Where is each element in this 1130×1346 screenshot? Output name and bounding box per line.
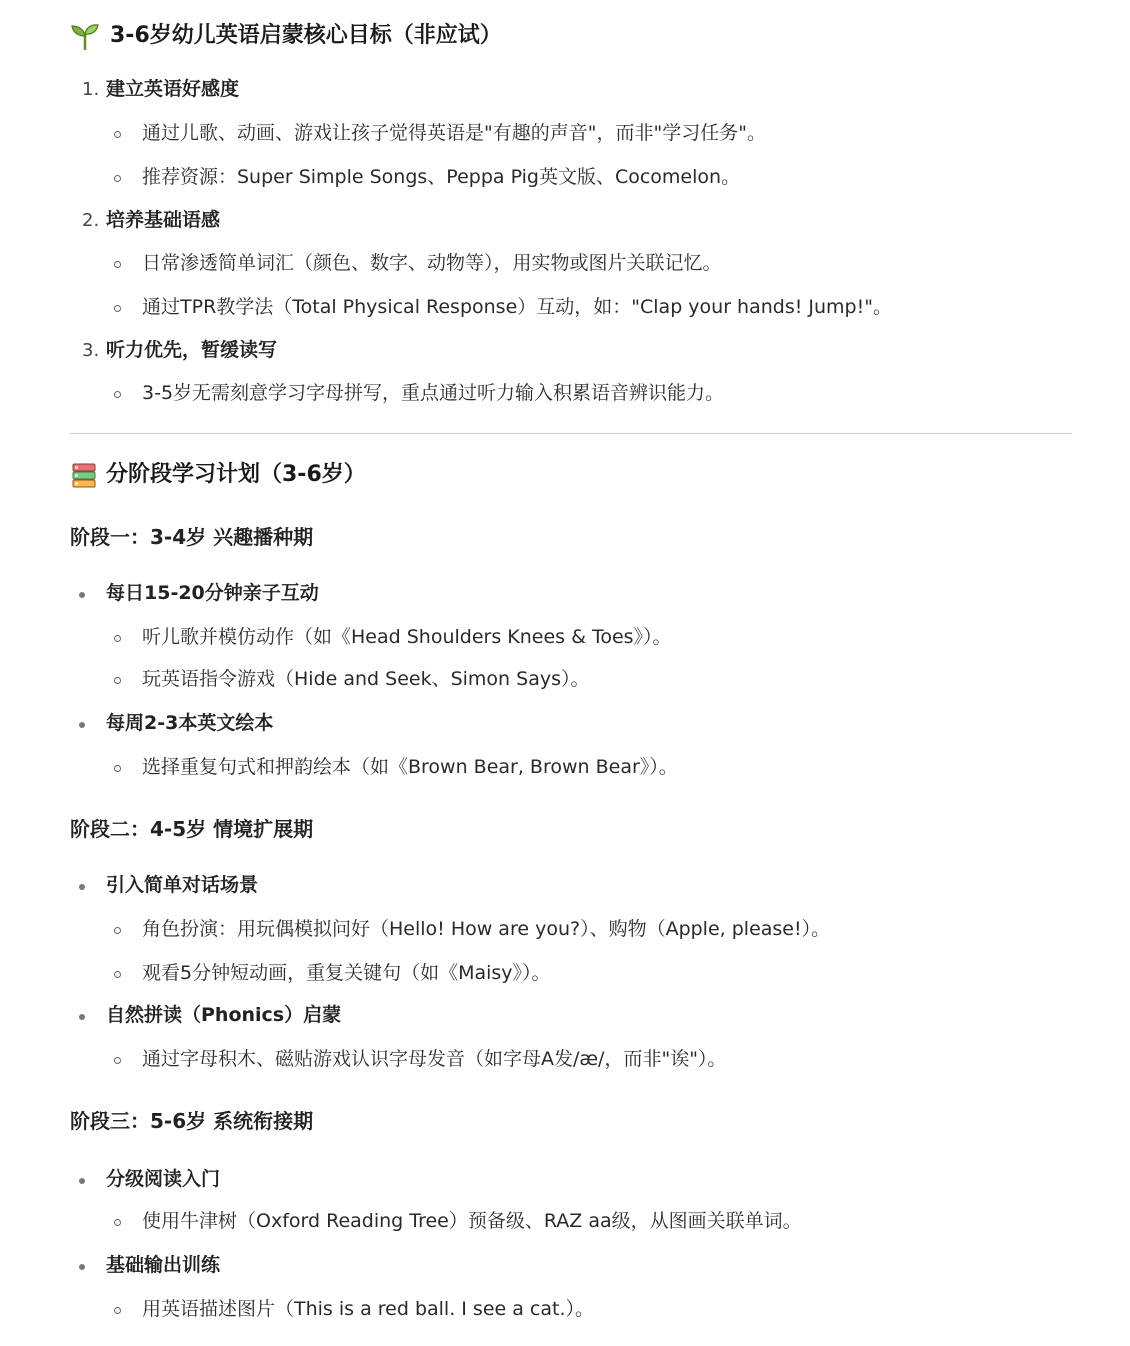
bullet <box>79 722 85 728</box>
stage-2-bullet-1-sub-2: 观看5分钟短动画，重复关键句（如《Maisy》）。 <box>142 962 551 984</box>
sub-bullet <box>114 391 121 398</box>
stage-3-bullet-2-sub-1: 用英语描述图片（This is a red ball. I see a cat.）。 <box>142 1298 595 1320</box>
item-2-sub-2: 通过TPR教学法（Total Physical Response）互动，如："Clap your hands! Jump!"。 <box>142 296 892 318</box>
stage-3-bullet-1: 分级阅读入门 <box>106 1168 221 1190</box>
stage-3-title: 阶段三：5-6岁 系统衔接期 <box>70 1109 314 1133</box>
section-1-title: 3-6岁幼儿英语启蒙核心目标（非应试） <box>110 23 502 48</box>
sub-bullet <box>114 927 121 934</box>
sub-bullet <box>114 971 121 978</box>
stage-1-bullet-1-sub-1: 听儿歌并模仿动作（如《Head Shoulders Knees & Toes》）。 <box>142 626 672 648</box>
seedling-icon <box>70 22 100 50</box>
bullet <box>79 1178 85 1184</box>
sub-bullet <box>114 305 121 312</box>
sub-bullet <box>114 1307 121 1314</box>
sub-bullet <box>114 1219 121 1226</box>
item-3-title: 听力优先，暂缓读写 <box>106 339 278 361</box>
item-2-title: 培养基础语感 <box>106 209 221 231</box>
sub-bullet <box>114 131 121 138</box>
item-3-number: 3. <box>82 340 100 361</box>
stage-1-bullet-1: 每日15-20分钟亲子互动 <box>106 582 319 604</box>
stage-3-bullet-2: 基础输出训练 <box>106 1254 221 1276</box>
stage-1-bullet-2-sub-1: 选择重复句式和押韵绘本（如《Brown Bear, Brown Bear》）。 <box>142 756 678 778</box>
sub-bullet <box>114 261 121 268</box>
stage-2-bullet-1: 引入简单对话场景 <box>106 874 259 896</box>
stage-1-bullet-2: 每周2-3本英文绘本 <box>106 712 274 734</box>
bullet <box>79 592 85 598</box>
stage-3-bullet-1-sub-1: 使用牛津树（Oxford Reading Tree）预备级、RAZ aa级，从图画关联单词。 <box>142 1210 802 1232</box>
section-divider <box>70 433 1072 434</box>
section-2-title: 分阶段学习计划（3-6岁） <box>106 462 366 487</box>
sub-bullet <box>114 635 121 642</box>
bullet <box>79 1014 85 1020</box>
item-1-sub-1: 通过儿歌、动画、游戏让孩子觉得英语是"有趣的声音"，而非"学习任务"。 <box>142 122 766 144</box>
stage-1-title: 阶段一：3-4岁 兴趣播种期 <box>70 525 314 549</box>
stage-2-title: 阶段二：4-5岁 情境扩展期 <box>70 817 314 841</box>
stage-2-bullet-2-sub-1: 通过字母积木、磁贴游戏认识字母发音（如字母A发/æ/，而非"诶"）。 <box>142 1048 727 1070</box>
stage-1-bullet-1-sub-2: 玩英语指令游戏（Hide and Seek、Simon Says）。 <box>142 668 590 690</box>
item-2-sub-1: 日常渗透简单词汇（颜色、数字、动物等），用实物或图片关联记忆。 <box>142 252 722 274</box>
sub-bullet <box>114 1057 121 1064</box>
books-icon <box>70 462 98 490</box>
stage-2-bullet-1-sub-1: 角色扮演：用玩偶模拟问好（Hello! How are you?）、购物（Apple, please!）。 <box>142 918 831 940</box>
sub-bullet <box>114 677 121 684</box>
item-1-number: 1. <box>82 79 100 100</box>
sub-bullet <box>114 175 121 182</box>
bullet <box>79 884 85 890</box>
bullet <box>79 1264 85 1270</box>
item-1-title: 建立英语好感度 <box>106 78 240 100</box>
stage-2-bullet-2: 自然拼读（Phonics）启蒙 <box>106 1004 342 1026</box>
item-3-sub-1: 3-5岁无需刻意学习字母拼写，重点通过听力输入积累语音辨识能力。 <box>142 382 725 404</box>
sub-bullet <box>114 765 121 772</box>
item-1-sub-2: 推荐资源：Super Simple Songs、Peppa Pig英文版、Cocomelon。 <box>142 166 741 188</box>
item-2-number: 2. <box>82 210 100 231</box>
